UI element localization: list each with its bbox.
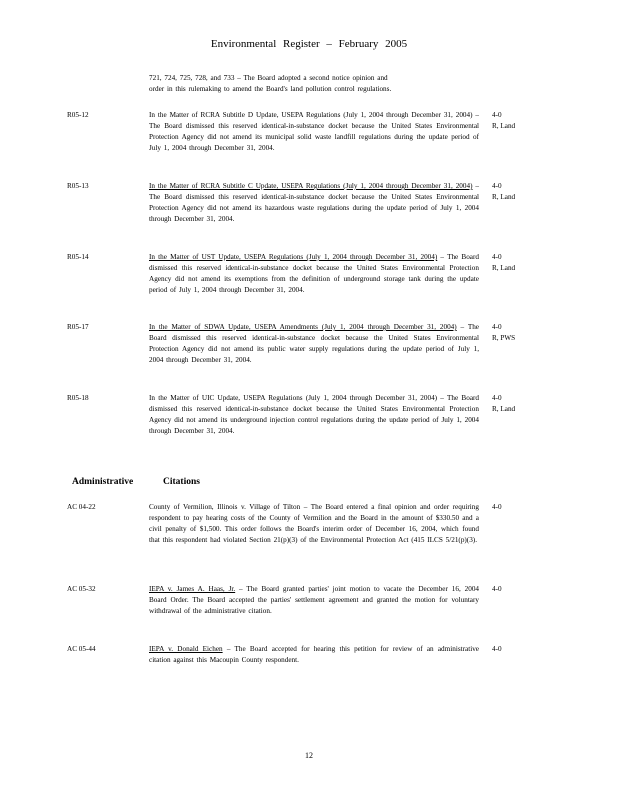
vote-count: 4-0 [492,323,502,331]
case-title: In the Matter of UIC Update, USEPA Regulations (July 1, 2004 through December 31, 2004) [149,394,438,402]
case-summary: – The Board granted parties' joint motion to vacate the December 16, 2004 Board Order. The Board accepted the parties' settlement agreement and granted the motion for voluntary withdrawal of the administrative citation. [149,585,480,615]
vote-count: 4-0 [492,111,502,119]
entry-description [149,181,479,225]
vote-count: 4-0 [492,253,502,261]
vote-column [492,181,552,203]
docket-number: AC 05-32 [67,585,96,593]
docket-number: R05-12 [67,111,89,119]
case-summary: – The Board dismissed this reserved identical-in-substance docket because the United States Environmental Protection Agency did not amend its municipal solid waste landfill regulations during the update period of July 1, 2004 through December 31, 2004. [149,111,479,152]
vote-column [492,393,552,415]
case-title: In the Matter of SDWA Update, USEPA Amendments (July 1, 2004 through December 31, 2004) [149,323,457,331]
vote-count: 4-0 [492,503,502,511]
continuation-text [149,73,479,95]
case-category: R, Land [492,264,516,272]
entry-description [149,502,479,546]
page-number: 12 [305,751,313,760]
case-title: In the Matter of UST Update, USEPA Regulations (July 1, 2004 through December 31, 2004) [149,253,438,261]
docket-number: R05-18 [67,394,89,402]
vote-column [492,644,552,655]
case-summary: – The Board dismissed this reserved identical-in-substance docket because the United States Environmental Protection Agency did not amend its hazardous waste regulations during the update period of July 1, 2004 through December 31, 2004. [149,182,480,223]
vote-column [492,322,552,344]
entry-description [149,644,479,666]
case-summary: – The Board entered a final opinion and order requiring respondent to pay hearing costs of the County of Vermilion and the Board in the amount of $330.50 and a civil penalty of $1,500. This order follows the Board's interim order of December 16, 2004, which found that this respondent had violated Section 21(p)(3) of the Environmental Protection Act (415 ILCS 5/21(p)(3). [149,503,479,544]
docket-number: AC 05-44 [67,645,96,653]
entry-description [149,584,479,617]
case-summary: – The Board dismissed this reserved identical-in-substance docket because the United States Environmental Protection Agency did not amend its public water supply regulations during the update period of July 1, 2004 through December 31, 2004. [149,323,479,364]
docket-number: R05-17 [67,323,89,331]
case-category: R, Land [492,193,516,201]
case-summary: – The Board dismissed this reserved identical-in-substance docket because the United States Environmental Protection Agency did not amend its underground injection control regulations during the update period of July 1, 2004 through December 31, 2004. [149,394,479,435]
vote-column [492,252,552,274]
section-heading-left: Administrative [72,477,134,487]
continuation-line: 721, 724, 725, 728, and 733 – The Board adopted a second notice opinion and [149,74,388,82]
entry-description [149,393,479,437]
case-title: IEPA v. Donald Eichen [149,645,223,653]
page-header [0,38,618,50]
case-title: In the Matter of RCRA Subtitle D Update, USEPA Regulations (July 1, 2004 through December 31, 2004) [149,111,473,119]
vote-column [492,502,552,513]
case-title: In the Matter of RCRA Subtitle C Update, USEPA Regulations (July 1, 2004 through December 31, 2004) [149,182,473,190]
vote-column [492,584,552,595]
entry-description [149,110,479,154]
vote-count: 4-0 [492,394,502,402]
entry-description [149,252,479,296]
docket-number: AC 04-22 [67,503,96,511]
register-title: Environmental Register – February 2005 [210,38,408,50]
case-title: IEPA v. James A. Haas, Jr. [149,585,236,593]
docket-number: R05-14 [67,253,89,261]
case-category: R, Land [492,405,516,413]
vote-column [492,110,552,132]
case-category: R, PWS [492,334,516,342]
case-title: County of Vermilion, Illinois v. Village of Tilton [149,503,301,511]
vote-count: 4-0 [492,182,502,190]
vote-count: 4-0 [492,585,502,593]
case-category: R, Land [492,122,516,130]
case-summary: – The Board dismissed this reserved identical-in-substance docket because the United States Environmental Protection Agency did not amend its exemptions from the definition of underground storage tank during the update period of July 1, 2004 through December 31, 2004. [149,253,479,294]
vote-count: 4-0 [492,645,502,653]
docket-number: R05-13 [67,182,89,190]
case-summary: – The Board accepted for hearing this petition for review of an administrative citation against this Macoupin County respondent. [149,645,479,664]
entry-description [149,322,479,366]
section-heading-right: Citations [163,477,200,487]
continuation-line: order in this rulemaking to amend the Board's land pollution control regulations. [149,85,392,93]
